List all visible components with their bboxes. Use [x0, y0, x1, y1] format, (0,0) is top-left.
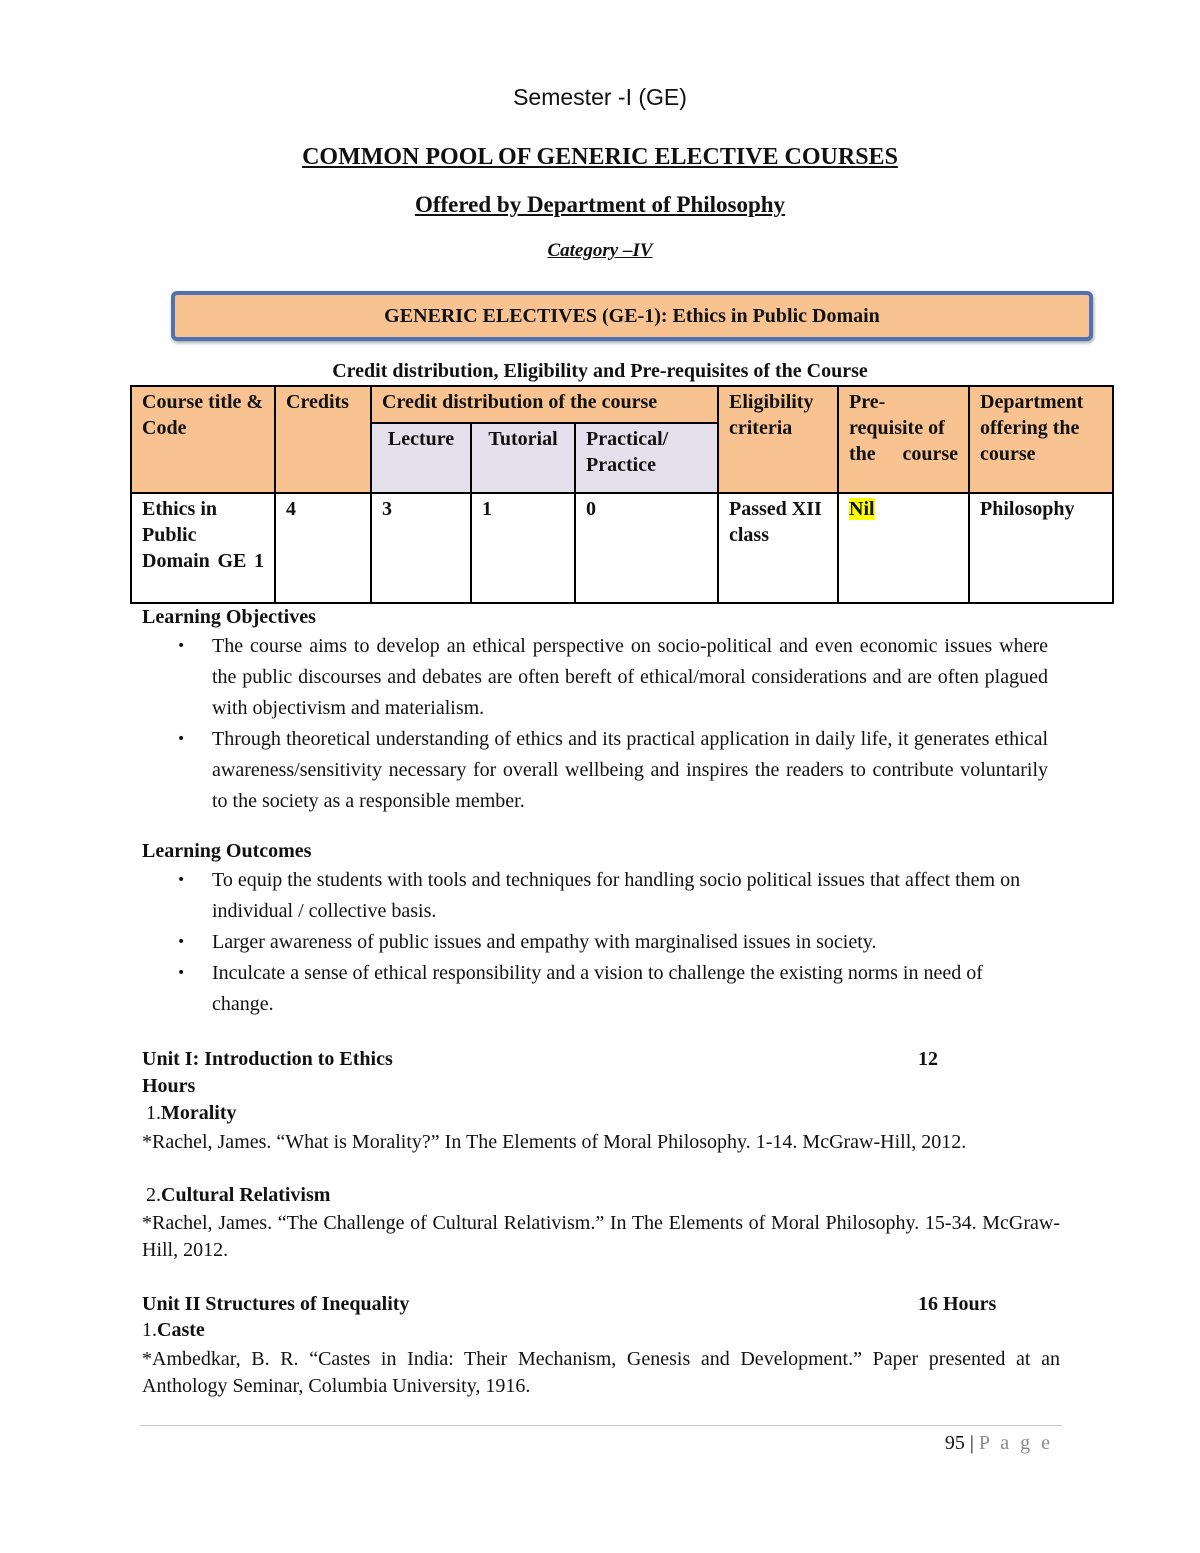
credit-table [130, 385, 1114, 604]
unit2-reference1: *Ambedkar, B. R. “Castes in India: Their Mechanism, Genesis and Development.” Paper presented at an Anthology Seminar, Columbia University, 1916. [142, 1348, 1060, 1397]
category-label: Category –IV [547, 240, 653, 261]
topic-title: Cultural Relativism [161, 1184, 331, 1206]
learning-outcomes-list [177, 865, 1027, 1020]
unit1-topic2 [146, 1184, 330, 1207]
bullet-icon: • [177, 731, 186, 747]
topic-title: Caste [157, 1319, 205, 1341]
cell-eligibility: Passed XII class [718, 493, 838, 603]
header-course-title: Course title & Code [131, 386, 275, 493]
learning-outcomes-title: Learning Outcomes [142, 840, 312, 862]
bullet-icon: • [177, 872, 186, 888]
page-number: 95 [944, 1432, 965, 1454]
learning-objectives-list [177, 631, 1048, 817]
unit1-topic1 [146, 1102, 237, 1125]
topic-title: Morality [161, 1102, 237, 1124]
cell-lecture: 3 [371, 493, 471, 603]
semester-heading: Semester -I (GE) [513, 84, 687, 110]
outcome-text: To equip the students with tools and techniques for handling socio political issues that affect them on individual / collective basis. [212, 869, 1021, 922]
prerequisite-highlight: Nil [849, 498, 875, 520]
header-eligibility: Eligibility criteria [718, 386, 838, 493]
list-item [177, 724, 1048, 817]
objective-text: Through theoretical understanding of ethics and its practical application in daily life, it generates ethical awareness/sensitivity necessary for overall wellbeing and inspires the readers to contribute voluntarily to the society as a responsible member. [212, 728, 1048, 812]
header-credit-distribution: Credit distribution of the course [371, 386, 718, 423]
list-item [177, 631, 1048, 724]
header-credits: Credits [275, 386, 371, 493]
header-lecture: Lecture [371, 423, 471, 493]
credit-table-caption: Credit distribution, Eligibility and Pre-requisites of the Course [332, 360, 868, 382]
topic-number: 1. [146, 1102, 161, 1124]
unit1-hours-label: Hours [142, 1075, 196, 1097]
cell-tutorial: 1 [471, 493, 575, 603]
course-banner [171, 291, 1093, 341]
topic-number: 2. [146, 1184, 161, 1206]
list-item [177, 958, 1027, 1020]
cell-course-title: Ethics in Public Domain GE 1 [131, 493, 275, 603]
list-item [177, 865, 1027, 927]
unit2-hours: 16 Hours [918, 1293, 997, 1315]
cell-department: Philosophy [969, 493, 1113, 603]
outcome-text: Larger awareness of public issues and empathy with marginalised issues in society. [212, 931, 877, 953]
department-subtitle: Offered by Department of Philosophy [414, 192, 786, 217]
learning-objectives-title: Learning Objectives [142, 606, 316, 628]
outcome-text: Inculcate a sense of ethical responsibility and a vision to challenge the existing norms in need of change. [212, 962, 983, 1015]
header-tutorial: Tutorial [471, 423, 575, 493]
footer-divider [140, 1425, 1062, 1426]
cell-prerequisite [838, 493, 969, 603]
unit1-reference1: *Rachel, James. “What is Morality?” In The Elements of Moral Philosophy. 1-14. McGraw-Hill, 2012. [142, 1131, 967, 1153]
cell-practical: 0 [575, 493, 718, 603]
unit1-reference2: *Rachel, James. “The Challenge of Cultural Relativism.” In The Elements of Moral Philosophy. 15-34. McGraw- Hill, 2012. [142, 1212, 1060, 1261]
unit1-hours-number: 12 [918, 1048, 938, 1070]
bullet-icon: • [177, 638, 186, 654]
footer-separator: | [969, 1432, 974, 1454]
unit1-title: Unit I: Introduction to Ethics [142, 1048, 393, 1070]
bullet-icon: • [177, 934, 186, 950]
bullet-icon: • [177, 965, 186, 981]
course-banner-text: GENERIC ELECTIVES (GE-1): Ethics in Public Domain [384, 304, 880, 327]
page-footer [900, 1432, 1053, 1455]
list-item [177, 927, 1027, 958]
unit2-topic1 [142, 1319, 205, 1342]
page-title: COMMON POOL OF GENERIC ELECTIVE COURSES [302, 144, 898, 170]
header-practical: Practical/ Practice [575, 423, 718, 493]
unit2-title: Unit II Structures of Inequality [142, 1293, 410, 1315]
topic-number: 1. [142, 1319, 157, 1341]
table-row [131, 493, 1113, 603]
page-label: P a g e [978, 1432, 1053, 1454]
header-department: Department offering the course [969, 386, 1113, 493]
objective-text: The course aims to develop an ethical perspective on socio-political and even economic issues where the public discourses and debates are often bereft of ethical/moral considerations and are often plagued with objectivism and materialism. [212, 635, 1048, 719]
header-prerequisite: Pre-requisite of the course [838, 386, 969, 493]
cell-credits: 4 [275, 493, 371, 603]
